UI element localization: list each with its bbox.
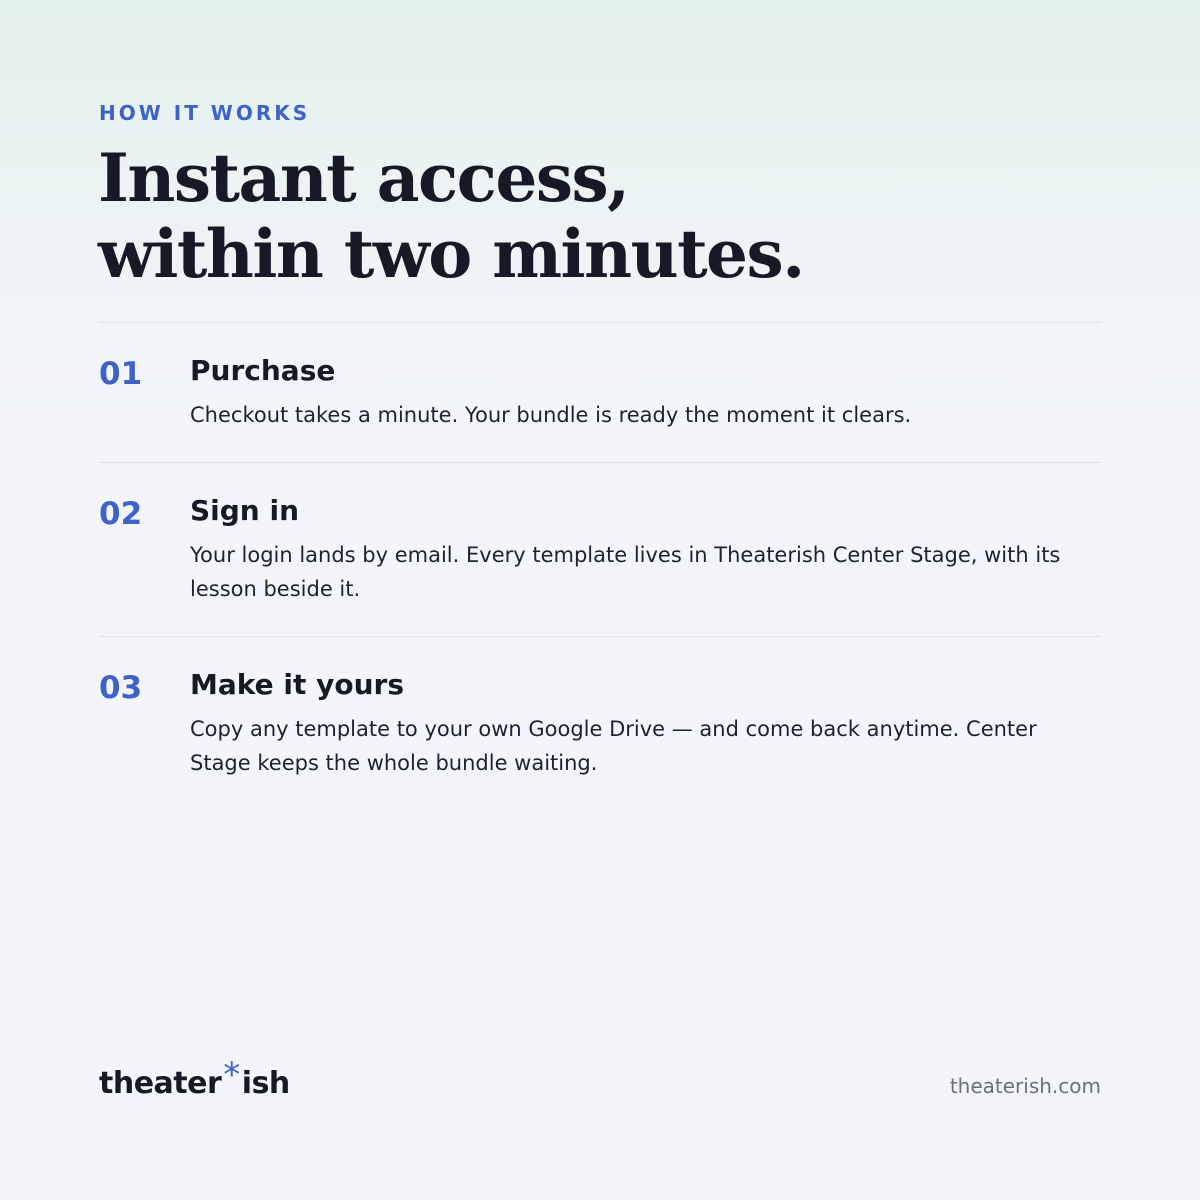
asterisk-icon: * bbox=[223, 1055, 240, 1095]
step-item-purchase bbox=[99, 323, 1101, 463]
step-description: Checkout takes a minute. Your bundle is ready the moment it clears. bbox=[190, 403, 912, 427]
logo-text-theater: theater bbox=[99, 1066, 222, 1101]
step-title: Make it yours bbox=[190, 668, 404, 701]
step-description: Copy any template to your own Google Drive — and come back anytime. Center Stage keeps the whole bundle waiting. bbox=[190, 717, 1037, 775]
step-number: 02 bbox=[99, 496, 143, 532]
steps-list bbox=[99, 322, 1101, 810]
logo-text-ish: ish bbox=[241, 1066, 290, 1101]
section-eyebrow: HOW IT WORKS bbox=[99, 101, 311, 125]
step-body bbox=[190, 323, 1101, 462]
step-title: Sign in bbox=[190, 494, 300, 527]
page-headline bbox=[98, 140, 1098, 292]
step-number: 01 bbox=[99, 356, 143, 392]
step-title: Purchase bbox=[190, 354, 336, 387]
step-item-sign-in bbox=[99, 463, 1101, 637]
step-body bbox=[190, 463, 1101, 636]
step-item-make-it-yours bbox=[99, 637, 1101, 810]
step-body bbox=[190, 637, 1101, 810]
headline-line-1: Instant access, bbox=[98, 139, 629, 217]
brand-logo[interactable] bbox=[99, 1055, 290, 1102]
headline-line-2: within two minutes. bbox=[98, 215, 804, 293]
step-number: 03 bbox=[99, 670, 143, 706]
website-link[interactable]: theaterish.com bbox=[949, 1074, 1101, 1098]
step-description: Your login lands by email. Every template lives in Theaterish Center Stage, with its lesson beside it. bbox=[190, 543, 1061, 601]
